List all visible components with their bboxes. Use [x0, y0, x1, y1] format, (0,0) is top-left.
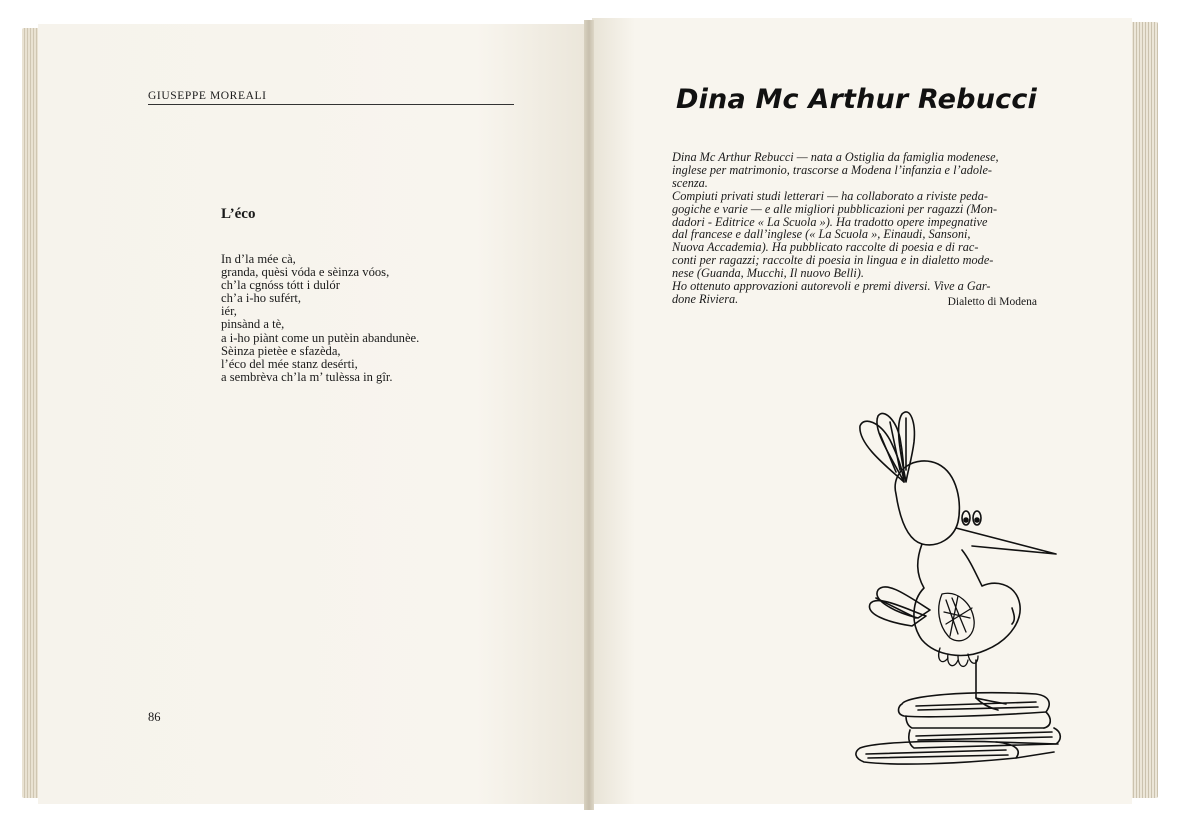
bird-on-books-illustration — [846, 404, 1068, 774]
bio-line: gogiche e varie — e alle migliori pubblicazioni per ragazzi (Mon- — [672, 201, 998, 216]
bio-line: dal francese e dall’inglese (« La Scuola », Einaudi, Sansoni, — [672, 227, 971, 242]
author-title: Dina Mc Arthur Rebucci — [675, 84, 1037, 115]
header-rule — [148, 104, 514, 105]
poem-line: granda, quèsi vóda e sèinza vóos, — [221, 265, 390, 280]
poem-line: iér, — [221, 304, 237, 319]
bio-line: dadori - Editrice « La Scuola »). Ha tradotto opere impegnative — [672, 214, 988, 229]
book-gutter — [584, 20, 594, 810]
bio-line: Compiuti privati studi letterari — ha collaborato a riviste peda- — [672, 188, 988, 203]
bird-wing — [939, 593, 974, 641]
poem-title: L’éco — [221, 206, 256, 222]
bio-line: nese (Guanda, Mucchi, Il nuovo Belli). — [672, 266, 864, 281]
poem-line: In d’la mée cà, — [221, 252, 296, 266]
bio-line: Nuova Accademia). Ha pubblicato raccolte di poesia e di rac- — [672, 240, 979, 255]
bio-line: conti per ragazzi; raccolte di poesia in lingua e in dialetto mode- — [672, 253, 994, 268]
poem-line: a i-ho piànt come un putèin abandunèe. — [221, 330, 420, 345]
running-head: GIUSEPPE MOREALI — [148, 90, 267, 102]
poem-body — [221, 253, 501, 384]
crest-feathers — [860, 412, 914, 482]
books-stack — [856, 693, 1060, 764]
poem-line: l’éco del mée stanz desérti, — [221, 356, 358, 371]
left-page — [38, 24, 586, 804]
bio-line: Dina Mc Arthur Rebucci — nata a Ostiglia da famiglia modenese, — [672, 150, 999, 164]
right-page-edges — [1128, 22, 1158, 798]
bio-line: done Riviera. — [672, 291, 739, 306]
poem-line: ch’la cgnóss tótt i dulór — [221, 278, 340, 293]
poem-line: pinsànd a tè, — [221, 317, 285, 332]
dialect-note: Dialetto di Modena — [947, 296, 1037, 308]
author-bio — [672, 151, 1040, 306]
page-number: 86 — [148, 710, 161, 724]
bio-line: scenza. — [672, 175, 708, 190]
bio-line: Ho ottenuto approvazioni autorevoli e premi diversi. Vive a Gar- — [672, 279, 991, 294]
bird-beak — [956, 528, 1056, 554]
poem-line: Sèinza pietèe e sfazèda, — [221, 343, 341, 358]
bird-ruff — [939, 648, 978, 666]
bio-line: inglese per matrimonio, trascorse a Modena l’infanzia e l’adole- — [672, 162, 993, 177]
poem-line: a sembrèva ch’la m’ tulèssa in gîr. — [221, 369, 393, 384]
poem-line: ch’a i-ho sufért, — [221, 291, 302, 306]
